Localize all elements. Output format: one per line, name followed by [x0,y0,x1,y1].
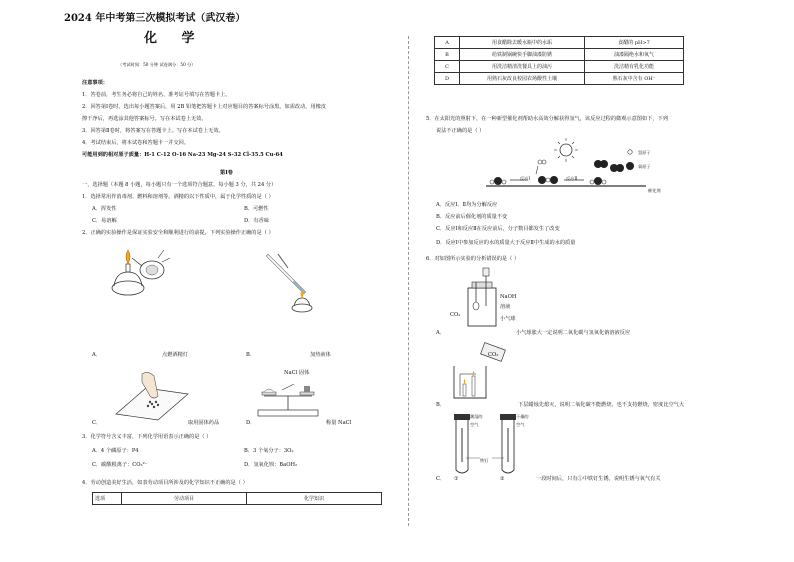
legend-oxygen: 氧原子 [638,164,651,169]
column-divider [408,36,409,526]
q5-stem-cont: 说法不正确的是（ ） [436,128,485,134]
nacl-solid-label: NaCl 固体 [284,370,310,376]
q2-option-c-letter: C． [92,420,102,426]
exam-title: 2024 年中考第三次模拟考试（武汉卷） [64,13,246,24]
table-cell: B [435,49,460,61]
note-item: 4．考试结束后，将本试卷和答题卡一并交回。 [82,140,190,146]
atomic-masses: 可能用到的相对原子质量：H-1 C-12 O-16 Na-23 Mg-24 S-32 Cl-35.5 Cu-64 [82,152,283,158]
q3-option-a: A．4 个磷原子：P4 [92,448,139,454]
naoh-label: NaOH [500,294,517,300]
table-row [435,37,684,49]
notes-heading: 注意事项： [82,80,108,86]
balloon-label: 小气球 [500,316,516,322]
exam-info: （考试时间：50 分钟 试卷满分：50 分） [118,62,196,67]
table-cell: A [435,37,460,49]
co2-label-b: CO₂ [488,352,499,358]
q4-stem: 4．劳动创造美好生活，如表劳动项目所涉及的化学知识不正确的是（ ） [82,480,248,486]
q3-option-d: D．氢氧化钡：BaOH₂ [244,462,298,468]
q6-option-c-letter: C． [436,476,446,482]
q1-option-a: A．挥发性 [92,206,117,212]
legend-hydrogen: 氢原子 [638,150,651,155]
table-cell: 用食醋除去暖水瓶中的水垢 [460,37,585,49]
q5-option-c: C．反应Ⅰ和反应Ⅱ在反应前后，分子数目都发生了改变 [436,226,560,232]
table-row [435,61,684,73]
exam-subject: 化 学 [144,31,205,46]
q4-table [434,36,684,85]
section-heading: 第Ⅰ卷 [220,170,233,176]
q1-stem: 1．选择常用作消毒剂、燃料和溶剂等。酒精的以下性质中，属于化学性质的是（ ） [82,194,274,200]
q6-option-a-letter: A． [436,330,445,336]
q3-stem: 3．化学符号含义丰富，下列化学用语表示正确的是（ ） [82,434,212,440]
catalyst-label: 催化剂 [648,188,661,193]
q5-stem: 5．在太阳光的照射下，在一种新型催化剂帮助水高效分解获得氢气，该反应过程的微观示意图如下，下列 [426,116,668,122]
dry-air-label-1: 干燥的 [516,414,529,419]
table-cell: 洗洁精有乳化功能 [585,61,684,73]
dry-air-label-2: 空气 [516,422,525,427]
table-row [435,73,684,85]
table-header-cell: 劳动项目 [122,493,247,505]
q6-option-c-caption: 一段时间后，只有①中铁钉生锈，说明生锈与氧气有关 [536,476,661,482]
q6-option-b-caption: 下层蜡烛先熄灭，说明二氧化碳不能燃烧、也不支持燃烧，密度比空气大 [518,402,685,408]
q2-option-d-caption: 称量 NaCl [326,420,352,426]
table-cell: 用熟石灰改良校园农场酸性土壤 [460,73,585,85]
q2-option-a-caption: 点燃酒精灯 [162,352,188,358]
q2-option-d-letter: D． [246,420,256,426]
note-item: 1．答卷前，考生务必将自己的姓名、准考证号填写在答题卡上。 [82,92,231,98]
tube-mark-1: ① [454,476,459,482]
table-header-cell: 选项 [93,493,122,505]
balance-scale-icon [254,380,324,420]
table-cell: 熟石灰中含有 OH⁻ [585,73,684,85]
q2-option-b-letter: B． [246,352,255,358]
table-cell: D [435,73,460,85]
table-cell: 油漆隔绝水和氧气 [585,49,684,61]
naoh-solution-label: 溶液 [500,304,511,310]
q2-option-b-caption: 加热液体 [310,352,331,358]
q6-stem: 6．对如图所示实验的分析错误的是（ ） [426,256,520,262]
reaction-2-label: 反应Ⅱ [566,176,578,181]
note-item: 3．回答第Ⅱ卷时，将答案写在答题卡上。写在本试卷上无效。 [82,128,224,134]
q5-option-a: A．反应Ⅰ、Ⅱ均为分解反应 [436,202,498,208]
table-cell: C [435,61,460,73]
q2-stem: 2．正确的实验操作是保证实验安全和顺利进行的前提，下列实验操作正确的是（ ） [82,230,274,236]
table-cell: 给铁制锅碗快手脚油漆防锈 [460,49,585,61]
reaction-1-label: 反应Ⅰ [520,176,531,181]
q1-option-b: B．可燃性 [244,206,269,212]
q1-option-d: D．有香味 [244,218,269,224]
note-item: 擦干净后，再选涂其他答案标号。写在本试卷上无效。 [82,116,207,122]
q3-option-b: B．3 个氧分子：3O₂ [244,448,294,454]
tube-mark-2: ② [500,476,505,482]
q6-option-b-letter: B． [436,402,445,408]
q5-option-d: D．反应Ⅰ中参加反应的水的质量大于反应Ⅱ中生成的水的质量 [436,240,576,246]
table-cell: 用洗洁精清洗餐具上的油污 [460,61,585,73]
hand-taking-solid-icon [112,370,192,420]
q2-option-a-letter: A． [92,352,101,358]
q5-option-b: B．反应前后催化剂的质量不变 [436,214,508,220]
q4-table-header [92,492,382,505]
heating-test-tube-icon [258,246,318,306]
section-intro: 一、选择题（本题 8 小题，每小题只有一个选项符合题意。每小题 3 分，共 24 分） [82,182,277,188]
iron-nail-label: 铁钉 [480,458,489,463]
moist-air-label-2: 空气 [470,422,479,427]
moist-air-label-1: 潮湿的 [470,414,483,419]
q2-option-c-caption: 取用固体药品 [188,420,220,426]
table-row [435,49,684,61]
q1-option-c: C．易溶解 [92,218,117,224]
table-header-cell: 化学知识 [247,493,382,505]
co2-label-a: CO₂ [450,312,461,318]
note-item: 2．回答第Ⅰ卷时，选出每小题答案后，用 2B 铅笔把答题卡上对应题目的答案标号涂黑。如需改动，用橡皮 [82,104,327,110]
table-cell: 食醋的 pH>7 [585,37,684,49]
alcohol-lamp-lighting-icon [102,240,172,300]
q3-option-c: C．碳酸根离子：CO₃²⁻ [92,462,148,468]
q6-option-a-caption: 小气球胀大一定说明二氧化碳与氢氧化钠溶液反应 [516,330,631,336]
